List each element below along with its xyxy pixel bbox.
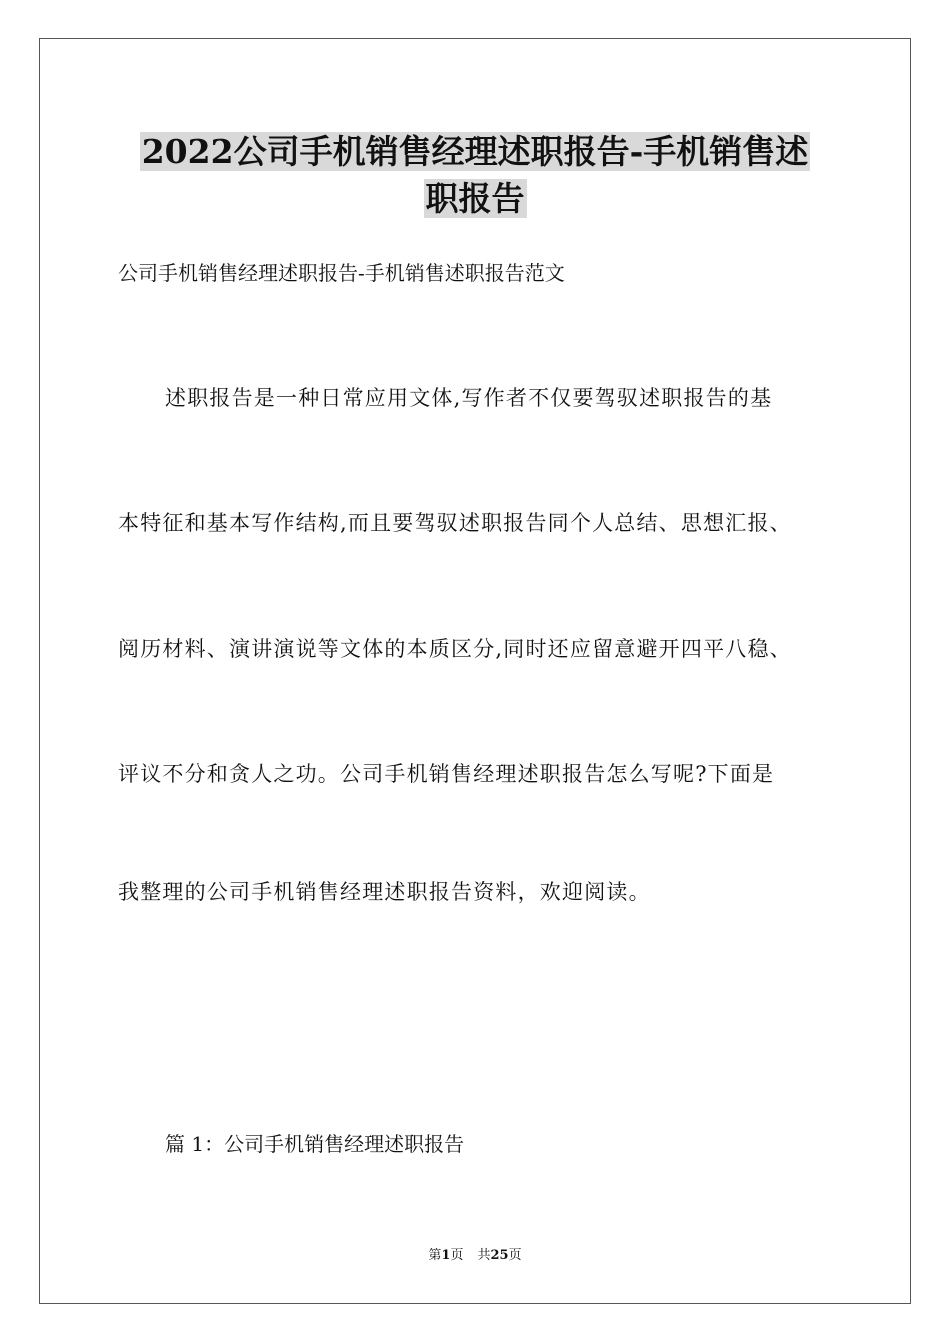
paragraph-line: 评议不分和贪人之功。公司手机销售经理述职报告怎么写呢?下面是 [118, 762, 775, 786]
document-title-line-2: 职报告 [425, 179, 525, 218]
paragraph-line: 我整理的公司手机销售经理述职报告资料，欢迎阅读。 [118, 880, 651, 904]
total-suffix: 页 [508, 1248, 522, 1263]
total-prefix: 共 [477, 1248, 491, 1263]
section-heading: 篇 1：公司手机销售经理述职报告 [165, 1132, 465, 1156]
page-number: 1 [441, 1248, 451, 1263]
total-pages: 25 [490, 1248, 509, 1263]
page-prefix: 第 [428, 1248, 442, 1263]
document-subtitle: 公司手机销售经理述职报告-手机销售述职报告范文 [118, 261, 565, 285]
page-footer [0, 1246, 950, 1266]
page-border [39, 38, 911, 1304]
paragraph-line: 述职报告是一种日常应用文体,写作者不仅要驾驭述职报告的基 [165, 386, 773, 410]
paragraph-line: 本特征和基本写作结构,而且要驾驭述职报告同个人总结、思想汇报、 [118, 511, 792, 535]
document-title-line-1: 2022公司手机销售经理述职报告-手机销售述 [141, 132, 809, 171]
page-suffix: 页 [450, 1248, 464, 1263]
paragraph-line: 阅历材料、演讲演说等文体的本质区分,同时还应留意避开四平八稳、 [118, 637, 792, 661]
